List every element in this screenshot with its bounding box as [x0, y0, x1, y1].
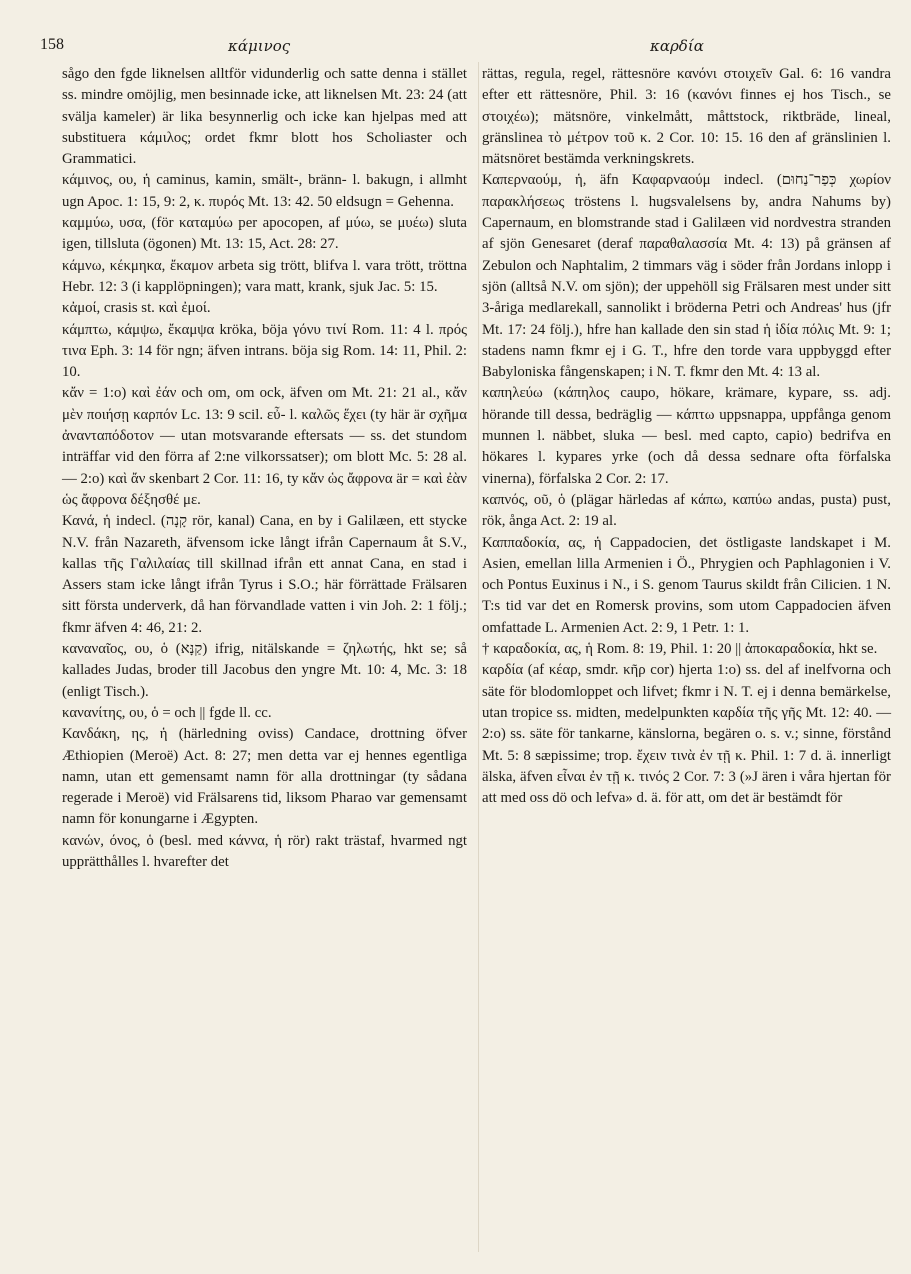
entry-kapeleuo: καπηλεύω (κάπηλος caupo, hökare, krämare, kypare, ss. adj. hörande till dessa, bedräglig — κάπτω uppsnappa, uppfånga genom munnen l. näbbet, sluka — besl. med capto, capio) bedrifva en hökares l. kypares yrke (och då dessa sednare ofta förfalska vinerna), förfalska 2 Cor. 2: 17. [482, 385, 891, 487]
entry-kana: Κανά, ἡ indecl. (קָנָה rör, kanal) Cana, en by i Galilæen, ett stycke N.V. från Nazareth, äfvensom icke långt ifrån Capernaum åt S.V., kallas τῆς Γαλιλαίας till skillnad ifrån ett annat Cana, en stad i Assers stam icke långt ifrån Tyrus i S.O.; här förrättade Frälsaren sitt första underverk, då han förvandlade vatten i vin Joh. 2: 1 följ.; fkmr äfven 4: 46, 21: 2. [62, 513, 467, 636]
entry-kananaios: κανανα̃ιος, ου, ὁ (קַנָּא) ifrig, nitälskande = ζηλωτής, hkt se; så kallades Judas, broder till Jacobus den yngre Mt. 10: 4, Mc. 3: 18 (enligt Tisch.). [62, 641, 467, 700]
entry-kan: κἄν = 1:o) καὶ ἐάν och om, om ock, äfven om Mt. 21: 21 al., κἄν μὲν ποιήσῃ καρπόν Lc. 13: 9 scil. εὖ- l. καλῶς ἕχει (ty här är σχῆμα ἀνανταπόδοτον — utan motsvarande eftersats — ss. det stundom inträffar vid den förra af 2:ne vilkorssatser); om blott Mc. 5: 28 al. — 2:o) καὶ ἄν skenbart 2 Cor. 11: 16, ty κἄν ὡς ἄφρονα är = καὶ ἐὰν ὡς ἄφρονα δέξησθέ με. [62, 385, 467, 508]
entry-kanon: κανών, όνος, ὁ (besl. med κάννα, ἡ rör) rakt trästaf, hvarmed ngt upprätthålles l. hvarefter det [62, 832, 467, 870]
entry-kanon-continued: rättas, regula, regel, rättesnöre κανόνι στοιχεῖν Gal. 6: 16 vandra efter ett rättesnöre, Phil. 3: 16 (κανόνι finnes ej hos Tisch., se στοιχέω); mätsnöre, vinkelmått, måttstock, riktbräde, lineal, gränslinea τὸ μέτρον τοῦ κ. 2 Cor. 10: 15. 16 den af gränslinien l. mätsnöret bestämda verkningskrets. [482, 66, 891, 168]
column-gutter [478, 62, 479, 1252]
left-column [62, 64, 467, 873]
right-column [482, 64, 891, 809]
page-number: 158 [40, 36, 64, 53]
entry-karadokia: † καραδοκία, ας, ἡ Rom. 8: 19, Phil. 1: 20 || ἀποκαραδοκία, hkt se. [482, 641, 878, 658]
entry-kapnos: καπνός, οῦ, ὁ (plägar härledas af κάπω, καπύω andas, pusta) pust, rök, ånga Act. 2: 19 al. [482, 491, 891, 530]
entry-kaminos: κάμινος, ου, ἡ caminus, kamin, smält-, bränn- l. bakugn, i allmht ugn Apoc. 1: 15, 9: 2, κ. πυρός Mt. 13: 42. 50 eldsugn = Gehenna. [62, 172, 467, 210]
entry-kammyo: καμμύω, υσα, (för καταμύω per apocopen, af μύω, se μυέω) sluta igen, tillsluta (ögonen) Mt. 13: 15, Act. 28: 27. [62, 215, 467, 253]
guide-word-right: καρδία [650, 37, 704, 55]
entry-kandake: Κανδάκη, ης, ἡ (härledning oviss) Candace, drottning öfver Æthiopien (Meroë) Act. 8: 27; men detta var ej hennes egentliga namn, utan ett gemensamt namn för alla drottningar (ty sådana regerade i Meroë) vid Frälsarens tid, liksom Pharao var gemensamt namn för konungarne i Ægypten. [62, 726, 467, 828]
entry-kananites: κανανίτης, ου, ὁ = och || fgde ll. cc. [62, 704, 272, 721]
entry-kardia: καρδία (af κέαρ, smdr. κῆρ cor) hjerta 1:o) ss. del af inelfvorna och säte för blodomloppet och lifvet; fkmr i N. T. ej i denna bemärkelse, utan tropice ss. midten, medelpunkten καρδία τῆς γῆς Mt. 12: 40. — 2:o) ss. säte för tankarne, känslorna, begären o. s. v.; sinne, förstånd Mt. 5: 8 sæpissime; trop. ἔχειν τινὰ ἐν τῇ κ. Phil. 1: 7 d. ä. innerligt älska, äfven εἶναι ἐν τῇ κ. τινός 2 Cor. 7: 3 (»J ären i våra hjertan för att med oss dö och lefva» d. ä. för att, om det är bestämdt för [482, 662, 891, 807]
entry-kampto: κάμπτω, κάμψω, ἔκαμψα kröka, böja γόνυ τινί Rom. 11: 4 l. πρός τινα Eph. 3: 14 för ngn; äfven intrans. böja sig Rom. 14: 11, Phil. 2: 10. [62, 321, 467, 381]
running-header [0, 36, 911, 58]
entry-kamno: κάμνω, κέκμηκα, ἔκαμον arbeta sig trött, blifva l. vara trött, tröttna Hebr. 12: 3 (i kapplöpningen); vara matt, krank, sjuk Jac. 5: 15. [62, 257, 467, 295]
guide-word-left: κάμινος [228, 37, 291, 55]
entry-continuation: sågo den fgde liknelsen alltför vidunderlig och satte denna i stället ss. mindre omöjlig, men besinnade icke, att liknelsen Mt. 23: 24 (att svälja kameler) är lika besynnerlig och icke kan hjelpas med att substituera κάμιλος; ordet fkmr blott hos Scholiaster och Grammatici. [62, 66, 467, 168]
entry-kappadokia: Καππαδοκία, ας, ἡ Cappadocien, det östligaste landskapet i M. Asien, emellan lilla Armenien i Ö., Phrygien och Paphlagonien i V. och Pontus Euxinus i N., i S. genom Taurus skildt från Cilicien. 1 N. T:s tid var det en Romersk provins, som utom Cappadocien äfven omfattade L. Armenien Act. 2: 9, 1 Petr. 1: 1. [482, 534, 891, 636]
entry-kapernaoum: Καπερναούμ, ἡ, äfn Καφαρναούμ indecl. (כְּפַר־נַחוּם χωρίον παρακλήσεως tröstens l. hugsvalelsens by, andra Nahums by) Capernaum, en blomstrande stad i Galilæen vid nordvestra stranden af sjön Genesaret (deraf παραθαλασσία Mt. 4: 13) på gränsen af Zebulon och Naphtalim, 2 timmars väg i söder från Jordans inlopp i sjön (alltså N.V. om sjön); der uppehöll sig Frälsaren mest under sitt 3-åriga medlarekall, sannolikt i bröderna Petri och Andreas' hus (jfr Mt. 17: 24 följ.), hfre han kallade den sin stad ἡ ἰδία πόλις Mt. 9: 1; stadens namn fkmr ej i G. T., hfre den torde vara uppbyggd efter Babyloniska fångenskapen; i N. T. fkmr den Mt. 4: 13 al. [482, 172, 891, 381]
entry-kamoi: κἀμοί, crasis st. καὶ ἐμοί. [62, 300, 211, 317]
